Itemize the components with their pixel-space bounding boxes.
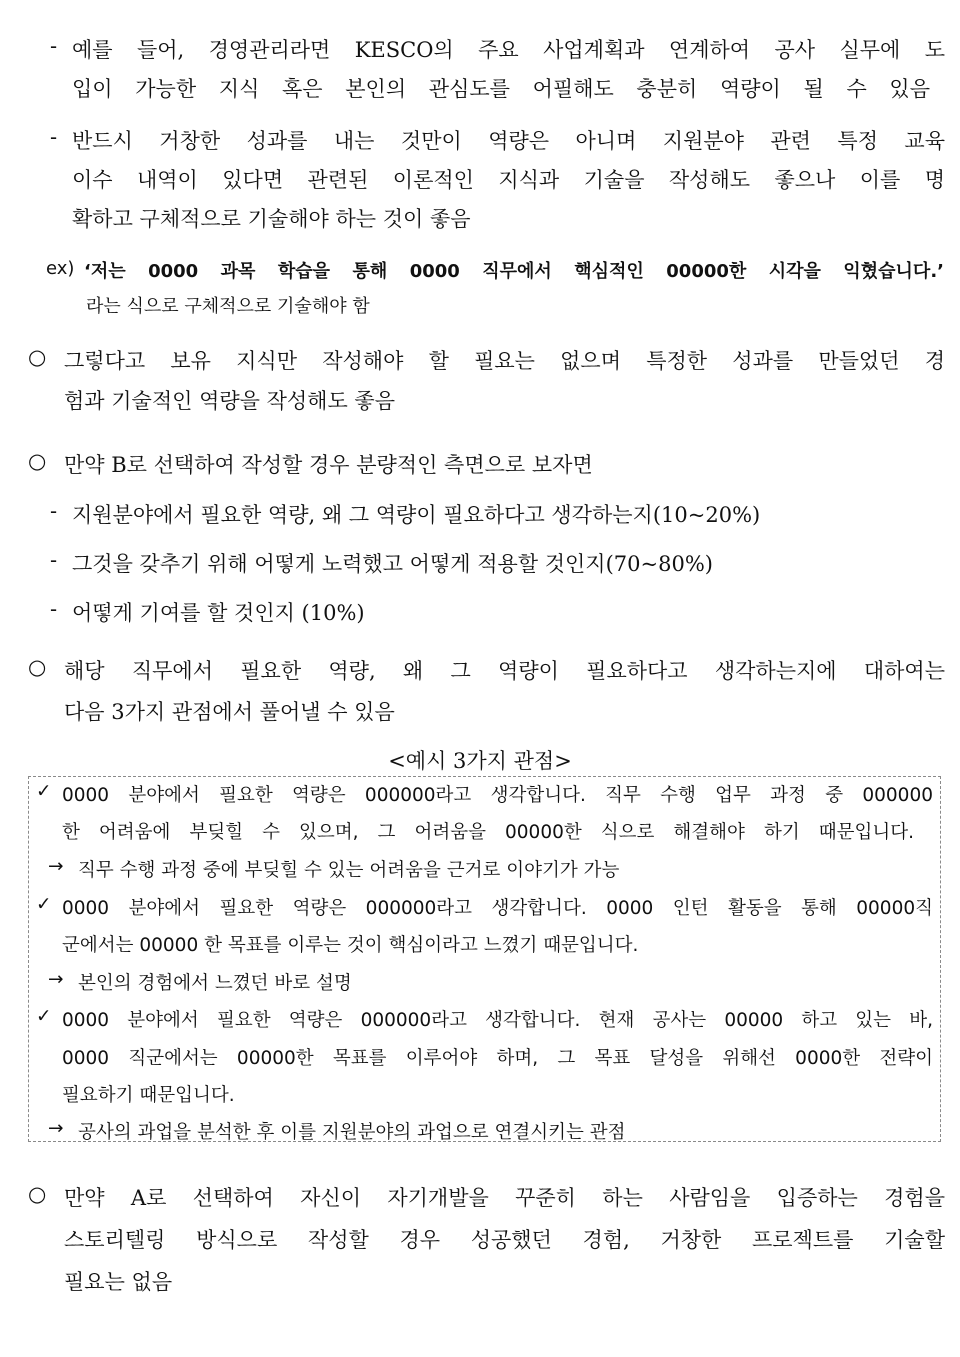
example-item-line: 필요하기 때문입니다. — [62, 1085, 235, 1106]
example-item-line: 한 어려움에 부딪힐 수 있으며, 그 어려움을 00000한 식으로 해결해야 하기 때문입니다. — [62, 822, 914, 843]
arrow-icon: → — [48, 1118, 64, 1139]
example-box-title: <예시 3가지 관점> — [388, 749, 572, 773]
bullet-dash: - — [50, 34, 58, 58]
paragraph-line: 입이 가능한 지식 혹은 본인의 관심도를 어필해도 충분히 역량이 될 수 있음 — [72, 77, 930, 101]
example-item-line: 0000 분야에서 필요한 역량은 000000라고 생각합니다. 직무 수행 업무 과정 중 000000 — [62, 785, 933, 806]
example-quote: ‘저는 0000 과목 학습을 통해 0000 직무에서 핵심적인 00000한 시각을 익혔습니다.’ — [84, 261, 944, 282]
list-item: 지원분야에서 필요한 역량, 왜 그 역량이 필요하다고 생각하는지(10~20%) — [72, 503, 761, 527]
list-item: 그것을 갖추기 위해 어떻게 노력했고 어떻게 적용할 것인지(70~80%) — [72, 552, 713, 576]
arrow-icon: → — [48, 969, 64, 990]
example-item-line: 0000 분야에서 필요한 역량은 000000라고 생각합니다. 현재 공사는 00000 하고 있는 바, — [62, 1010, 933, 1031]
paragraph-line: 험과 기술적인 역량을 작성해도 좋음 — [64, 389, 395, 413]
example-item-note: 직무 수행 과정 중에 부딪힐 수 있는 어려움을 근거로 이야기가 가능 — [78, 860, 620, 881]
check-icon: ✓ — [36, 894, 52, 915]
example-item-line: 군에서는 00000 한 목표를 이루는 것이 핵심이라고 느꼈기 때문입니다. — [62, 935, 639, 956]
check-icon: ✓ — [36, 781, 52, 802]
example-prefix: ex) — [46, 258, 75, 279]
example-note: 라는 식으로 구체적으로 기술해야 함 — [86, 296, 370, 317]
paragraph-line: 예를 들어, 경영관리라면 KESCO의 주요 사업계획과 연계하여 공사 실무에 도 — [72, 38, 945, 62]
paragraph-line: 이수 내역이 있다면 관련된 이론적인 지식과 기술을 작성해도 좋으나 이를 명 — [72, 168, 945, 192]
circle-bullet: ○ — [28, 449, 47, 473]
bullet-dash: - — [50, 125, 58, 149]
paragraph-line: 필요는 없음 — [64, 1270, 173, 1294]
paragraph-line: 확하고 구체적으로 기술해야 하는 것이 좋음 — [72, 207, 471, 231]
check-icon: ✓ — [36, 1006, 52, 1027]
bullet-dash: - — [50, 548, 58, 572]
example-item-line: 0000 분야에서 필요한 역량은 000000라고 생각합니다. 0000 인턴 활동을 통해 00000직 — [62, 898, 933, 919]
paragraph-line: 만약 B로 선택하여 작성할 경우 분량적인 측면으로 보자면 — [64, 453, 593, 477]
circle-bullet: ○ — [28, 1182, 47, 1206]
bullet-dash: - — [50, 597, 58, 621]
circle-bullet: ○ — [28, 655, 47, 679]
paragraph-line: 만약 A로 선택하여 자신이 자기개발을 꾸준히 하는 사람임을 입증하는 경험을 — [64, 1186, 945, 1210]
circle-bullet: ○ — [28, 345, 47, 369]
paragraph-line: 그렇다고 보유 지식만 작성해야 할 필요는 없으며 특정한 성과를 만들었던 경 — [64, 349, 945, 373]
example-item-line: 0000 직군에서는 00000한 목표를 이루어야 하며, 그 목표 달성을 위해선 0000한 전략이 — [62, 1048, 933, 1069]
example-item-note: 공사의 과업을 분석한 후 이를 지원분야의 과업으로 연결시키는 관점 — [78, 1122, 626, 1143]
arrow-icon: → — [48, 856, 64, 877]
list-item: 어떻게 기여를 할 것인지 (10%) — [72, 601, 365, 625]
paragraph-line: 해당 직무에서 필요한 역량, 왜 그 역량이 필요하다고 생각하는지에 대하여는 — [64, 659, 945, 683]
paragraph-line: 스토리텔링 방식으로 작성할 경우 성공했던 경험, 거창한 프로젝트를 기술할 — [64, 1228, 945, 1252]
paragraph-line: 반드시 거창한 성과를 내는 것만이 역량은 아니며 지원분야 관련 특정 교육 — [72, 129, 945, 153]
paragraph-line: 다음 3가지 관점에서 풀어낼 수 있음 — [64, 700, 395, 724]
bullet-dash: - — [50, 499, 58, 523]
example-item-note: 본인의 경험에서 느꼈던 바로 설명 — [78, 973, 352, 994]
